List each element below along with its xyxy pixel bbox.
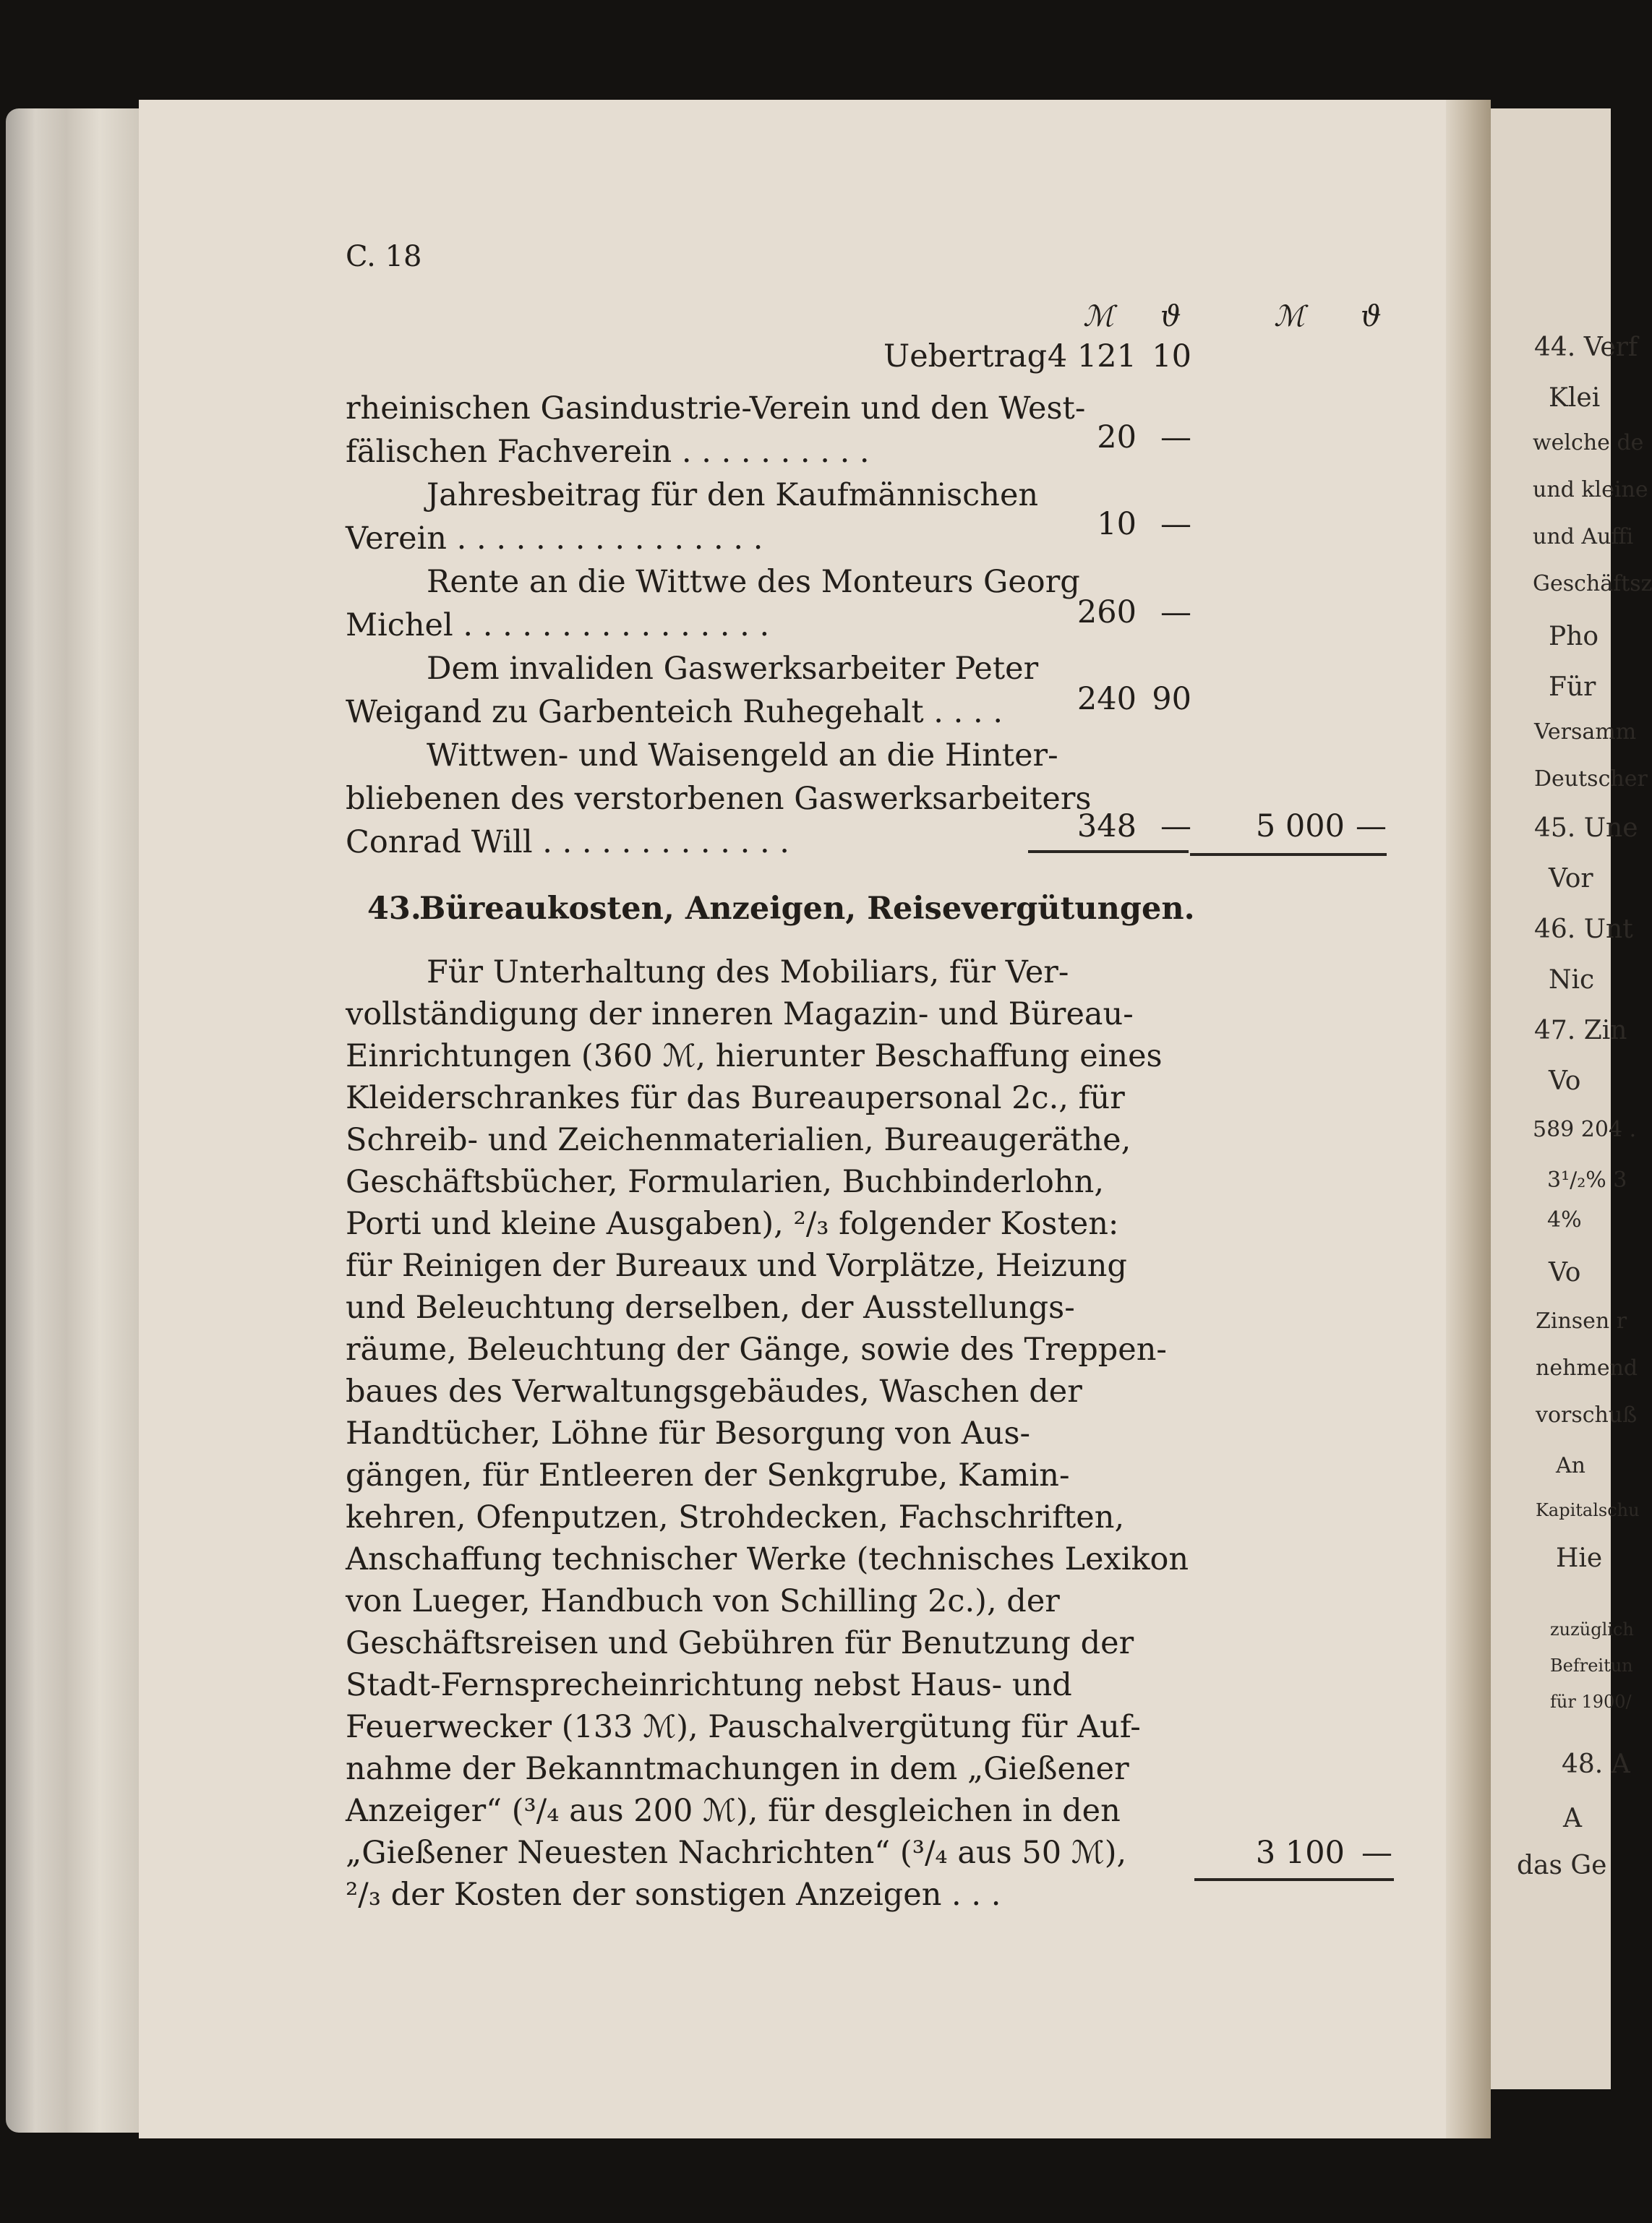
currency-mark-header: ℳ	[1083, 300, 1114, 333]
body-line: Schreib- und Zeichenmaterialien, Bureaugeräthe,	[346, 1122, 1131, 1158]
body-line: nahme der Bekanntmachungen in dem „Gießener	[346, 1751, 1129, 1787]
facing-line: für 1900/	[1550, 1692, 1632, 1712]
facing-line: Befreitun	[1550, 1656, 1633, 1676]
facing-line: Vo	[1549, 1066, 1581, 1096]
subtotal-pfennig: —	[1356, 808, 1387, 844]
body-line: für Reinigen der Bureaux und Vorplätze, Heizung	[346, 1248, 1127, 1284]
entry-line: Michel . . . . . . . . . . . . . . . .	[346, 607, 770, 643]
subtotal-mark: 5 000	[1255, 808, 1345, 844]
entry-line: bliebenen des verstorbenen Gaswerksarbeiters	[346, 781, 1092, 817]
entry-pfennig: 90	[1152, 681, 1191, 717]
facing-line: Geschäftsz	[1533, 571, 1652, 596]
currency-pfennig-header-total: ϑ	[1361, 300, 1382, 333]
body-line: Anschaffung technischer Werke (technisches Lexikon	[346, 1541, 1189, 1577]
page-edge-stack	[6, 108, 140, 2133]
facing-line: 45. Une	[1534, 813, 1638, 843]
facing-line: 48. A	[1562, 1749, 1630, 1779]
body-line: vollständigung der inneren Magazin- und Büreau-	[346, 996, 1134, 1032]
facing-line: das Ge	[1517, 1851, 1607, 1880]
facing-line: 4%	[1547, 1207, 1582, 1233]
entry-mark: 10	[1097, 506, 1137, 542]
body-line: Geschäftsreisen und Gebühren für Benutzung der	[346, 1625, 1134, 1661]
body-line: Einrichtungen (360 ℳ, hierunter Beschaffung eines	[346, 1038, 1163, 1074]
section-total-pfennig: —	[1361, 1835, 1392, 1871]
facing-line: Für	[1549, 672, 1596, 702]
entry-mark: 260	[1077, 594, 1137, 630]
entry-mark: 240	[1077, 681, 1137, 717]
facing-line: Kapitalschu	[1536, 1500, 1640, 1520]
carry-pfennig: 10	[1152, 338, 1191, 374]
facing-line: 3¹/₂% 3	[1547, 1168, 1627, 1193]
column-rule	[1028, 850, 1189, 853]
body-line: Feuerwecker (133 ℳ), Pauschalvergütung für Auf-	[346, 1709, 1141, 1745]
entry-pfennig: —	[1160, 506, 1191, 542]
facing-line: 46. Unt	[1534, 915, 1633, 944]
facing-line: 44. Verf	[1534, 333, 1638, 362]
entry-line: Wittwen- und Waisengeld an die Hinter-	[427, 737, 1058, 774]
entry-line: Dem invaliden Gaswerksarbeiter Peter	[427, 651, 1039, 687]
facing-line: An	[1556, 1453, 1585, 1478]
facing-line: Hie	[1556, 1543, 1603, 1573]
entry-mark: 348	[1077, 808, 1137, 844]
section-total-rule	[1194, 1878, 1394, 1881]
section-total-mark: 3 100	[1255, 1835, 1345, 1871]
body-line: von Lueger, Handbuch von Schilling 2c.), der	[346, 1583, 1060, 1619]
book-gutter	[1446, 100, 1491, 2138]
facing-line: 589 204 .	[1533, 1117, 1637, 1142]
body-line: ²/₃ der Kosten der sonstigen Anzeigen . . .	[346, 1877, 1001, 1913]
entry-line: Jahresbeitrag für den Kaufmännischen	[427, 477, 1039, 513]
section-title: Büreaukosten, Anzeigen, Reisevergütungen.	[419, 891, 1195, 927]
body-line: „Gießener Neuesten Nachrichten“ (³/₄ aus 50 ℳ),	[346, 1835, 1127, 1871]
facing-line: A	[1563, 1804, 1582, 1833]
body-line: Anzeiger“ (³/₄ aus 200 ℳ), für desgleichen in den	[346, 1793, 1121, 1829]
total-rule	[1190, 853, 1387, 856]
body-line: gängen, für Entleeren der Senkgrube, Kamin-	[346, 1457, 1070, 1494]
body-line: Kleiderschrankes für das Bureaupersonal 2c., für	[346, 1080, 1125, 1116]
facing-line: Nic	[1549, 965, 1595, 995]
entry-pfennig: —	[1160, 808, 1191, 844]
facing-line: Deutscher	[1534, 766, 1648, 792]
body-line: baues des Verwaltungsgebäudes, Waschen der	[346, 1374, 1082, 1410]
facing-line: Klei	[1549, 383, 1601, 413]
body-line: räume, Beleuchtung der Gänge, sowie des Treppen-	[346, 1332, 1167, 1368]
body-line: und Beleuchtung derselben, der Ausstellungs-	[346, 1290, 1075, 1326]
entry-pfennig: —	[1160, 419, 1191, 455]
facing-line: und kleine	[1533, 477, 1648, 502]
facing-line: nehmend	[1536, 1355, 1638, 1381]
entry-line: Conrad Will . . . . . . . . . . . . .	[346, 824, 789, 860]
entry-line: Rente an die Wittwe des Monteurs Georg	[427, 564, 1080, 600]
section-number: 43.	[367, 891, 421, 927]
facing-line: 47. Zin	[1534, 1016, 1627, 1045]
entry-mark: 20	[1097, 419, 1137, 455]
body-line: kehren, Ofenputzen, Strohdecken, Fachschriften,	[346, 1499, 1125, 1535]
body-line: Porti und kleine Ausgaben), ²/₃ folgender Kosten:	[346, 1206, 1119, 1242]
facing-line: Pho	[1549, 622, 1599, 651]
facing-line: Zinsen r	[1536, 1308, 1627, 1334]
currency-mark-header-total: ℳ	[1274, 300, 1305, 333]
facing-line: Vo	[1549, 1258, 1581, 1288]
facing-line: und Auffi	[1533, 524, 1634, 549]
facing-line: Vor	[1549, 864, 1593, 894]
carry-mark: 4 121	[1047, 338, 1137, 374]
entry-line: rheinischen Gasindustrie-Verein und den West-	[346, 390, 1086, 427]
currency-pfennig-header: ϑ	[1160, 300, 1181, 333]
body-line: Handtücher, Löhne für Besorgung von Aus-	[346, 1415, 1031, 1452]
entry-line: fälischen Fachverein . . . . . . . . . .	[346, 434, 870, 470]
body-line: Für Unterhaltung des Mobiliars, für Ver-	[427, 954, 1069, 990]
facing-line: Versamm	[1534, 719, 1637, 745]
facing-page	[1491, 108, 1652, 2089]
carry-label: Uebertrag	[883, 338, 1048, 374]
body-line: Stadt-Fernsprecheinrichtung nebst Haus- und	[346, 1667, 1072, 1703]
facing-line: zuzüglich	[1550, 1619, 1634, 1640]
facing-line: welche de	[1533, 430, 1644, 455]
entry-line: Weigand zu Garbenteich Ruhegehalt . . . .	[346, 694, 1003, 730]
page-number: C. 18	[346, 240, 422, 273]
entry-pfennig: —	[1160, 594, 1191, 630]
body-line: Geschäftsbücher, Formularien, Buchbinderlohn,	[346, 1164, 1104, 1200]
entry-line: Verein . . . . . . . . . . . . . . . .	[346, 521, 763, 557]
facing-line: vorschuß	[1536, 1402, 1638, 1428]
